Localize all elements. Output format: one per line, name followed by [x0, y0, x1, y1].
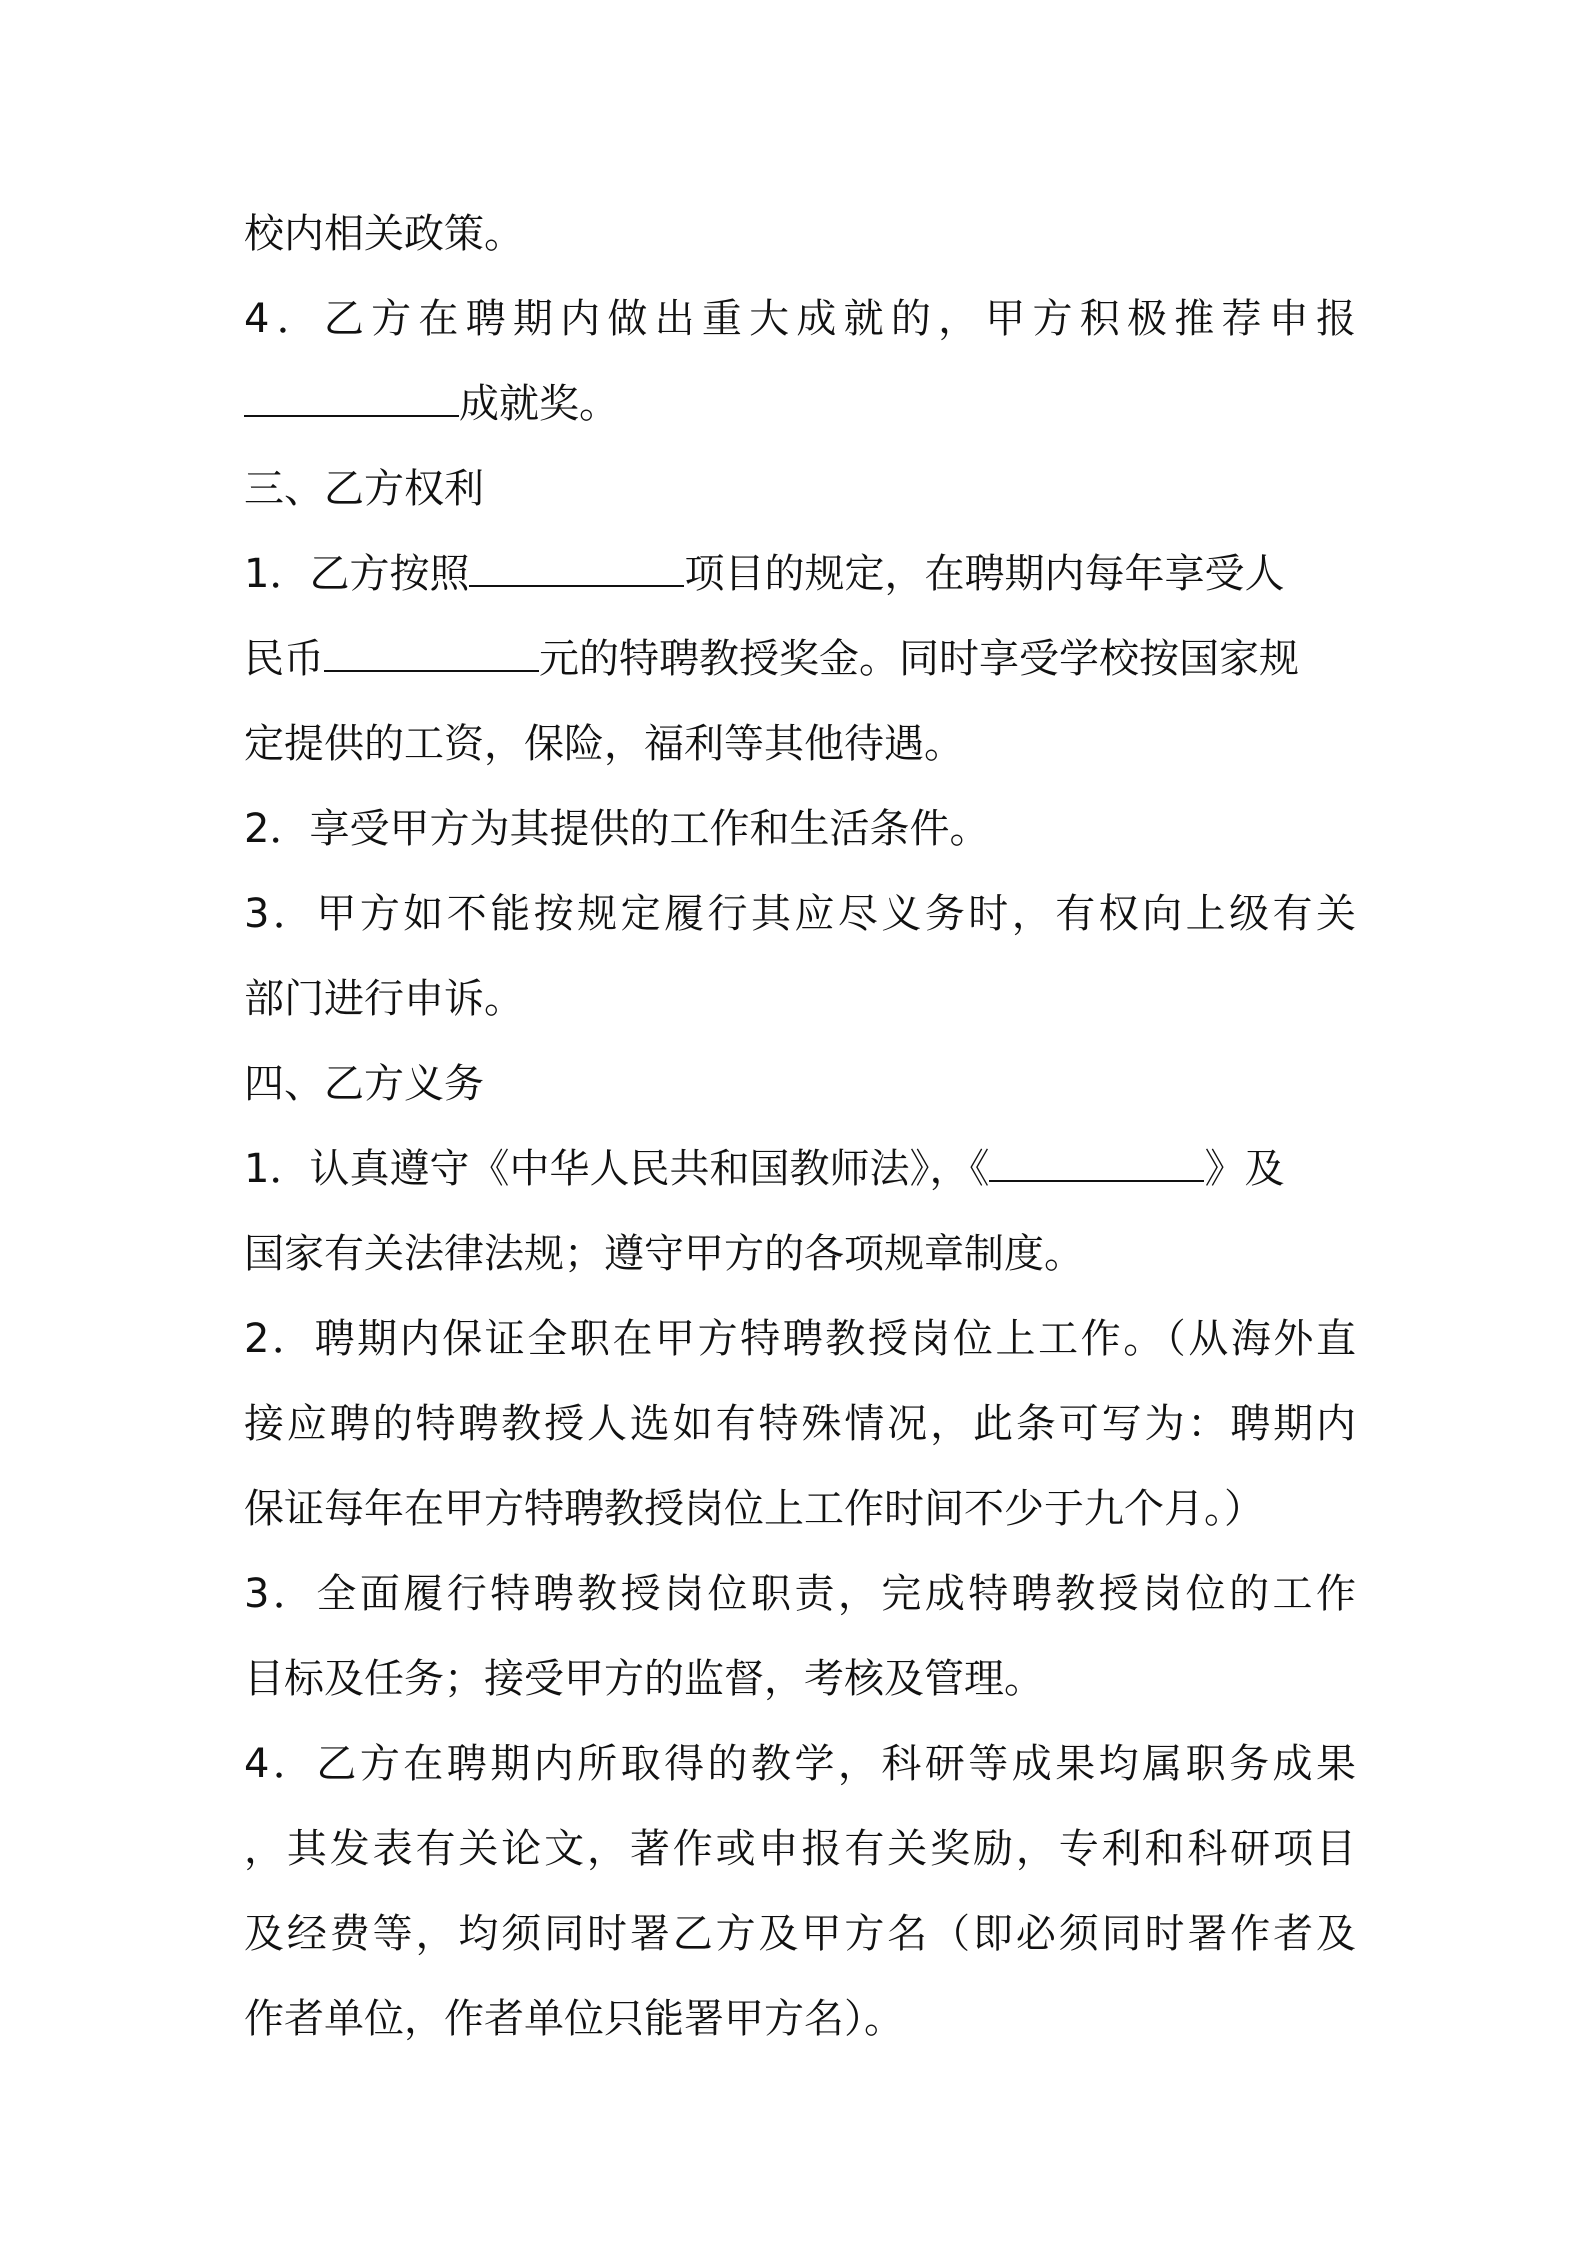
fill-in-blank: [989, 1144, 1204, 1182]
paragraph-line: 4．乙方在聘期内所取得的教学，科研等成果均属职务成果: [244, 1741, 1356, 1787]
paragraph-line: 及经费等，均须同时署乙方及甲方名（即必须同时署作者及: [244, 1911, 1356, 1957]
paragraph-line: 3．甲方如不能按规定履行其应尽义务时，有权向上级有关: [244, 891, 1356, 937]
fill-in-blank: [469, 549, 684, 587]
paragraph-line: 3．全面履行特聘教授岗位职责，完成特聘教授岗位的工作: [244, 1571, 1356, 1617]
paragraph-line: 部门进行申诉。: [244, 976, 524, 1022]
line-text-before-blank: 1．乙方按照: [244, 551, 470, 597]
paragraph-line-with-blank: [244, 362, 1356, 447]
paragraph-line: 目标及任务；接受甲方的监督，考核及管理。: [244, 1656, 1044, 1702]
paragraph-line: 2．聘期内保证全职在甲方特聘教授岗位上工作。（从海外直: [244, 1316, 1356, 1362]
paragraph-line: 保证每年在甲方特聘教授岗位上工作时间不少于九个月。）: [244, 1486, 1264, 1532]
line-text-after-blank: 项目的规定，在聘期内每年享受人: [684, 551, 1285, 597]
paragraph-line: ，其发表有关论文，著作或申报有关奖励，专利和科研项目: [244, 1826, 1356, 1872]
paragraph-line-with-blank: [244, 617, 1356, 702]
paragraph-line: 作者单位，作者单位只能署甲方名）。: [244, 1996, 904, 2042]
paragraph-line: 定提供的工资，保险，福利等其他待遇。: [244, 721, 964, 767]
document-body: [244, 192, 1356, 2062]
fill-in-blank: [324, 634, 539, 672]
paragraph-line: 校内相关政策。: [244, 211, 524, 257]
paragraph-line-with-blank: [244, 1127, 1356, 1212]
line-text-after-blank: 元的特聘教授奖金。同时享受学校按国家规: [539, 636, 1299, 682]
line-text-after-blank: 》及: [1204, 1146, 1285, 1192]
paragraph-line: 国家有关法律法规；遵守甲方的各项规章制度。: [244, 1231, 1084, 1277]
line-text-before-blank: 1．认真遵守《中华人民共和国教师法》，《: [244, 1146, 990, 1192]
line-text-before-blank: 民币: [244, 636, 324, 682]
paragraph-line: 接应聘的特聘教授人选如有特殊情况，此条可写为：聘期内: [244, 1401, 1356, 1447]
line-text-after-blank: 成就奖。: [459, 381, 619, 427]
paragraph-line-with-blank: [244, 532, 1356, 617]
section-heading: 四、乙方义务: [244, 1061, 484, 1107]
fill-in-blank: [244, 379, 459, 417]
paragraph-line: 4．乙方在聘期内做出重大成就的，甲方积极推荐申报: [244, 296, 1356, 342]
section-heading: 三、乙方权利: [244, 466, 484, 512]
paragraph-line: 2．享受甲方为其提供的工作和生活条件。: [244, 806, 990, 852]
